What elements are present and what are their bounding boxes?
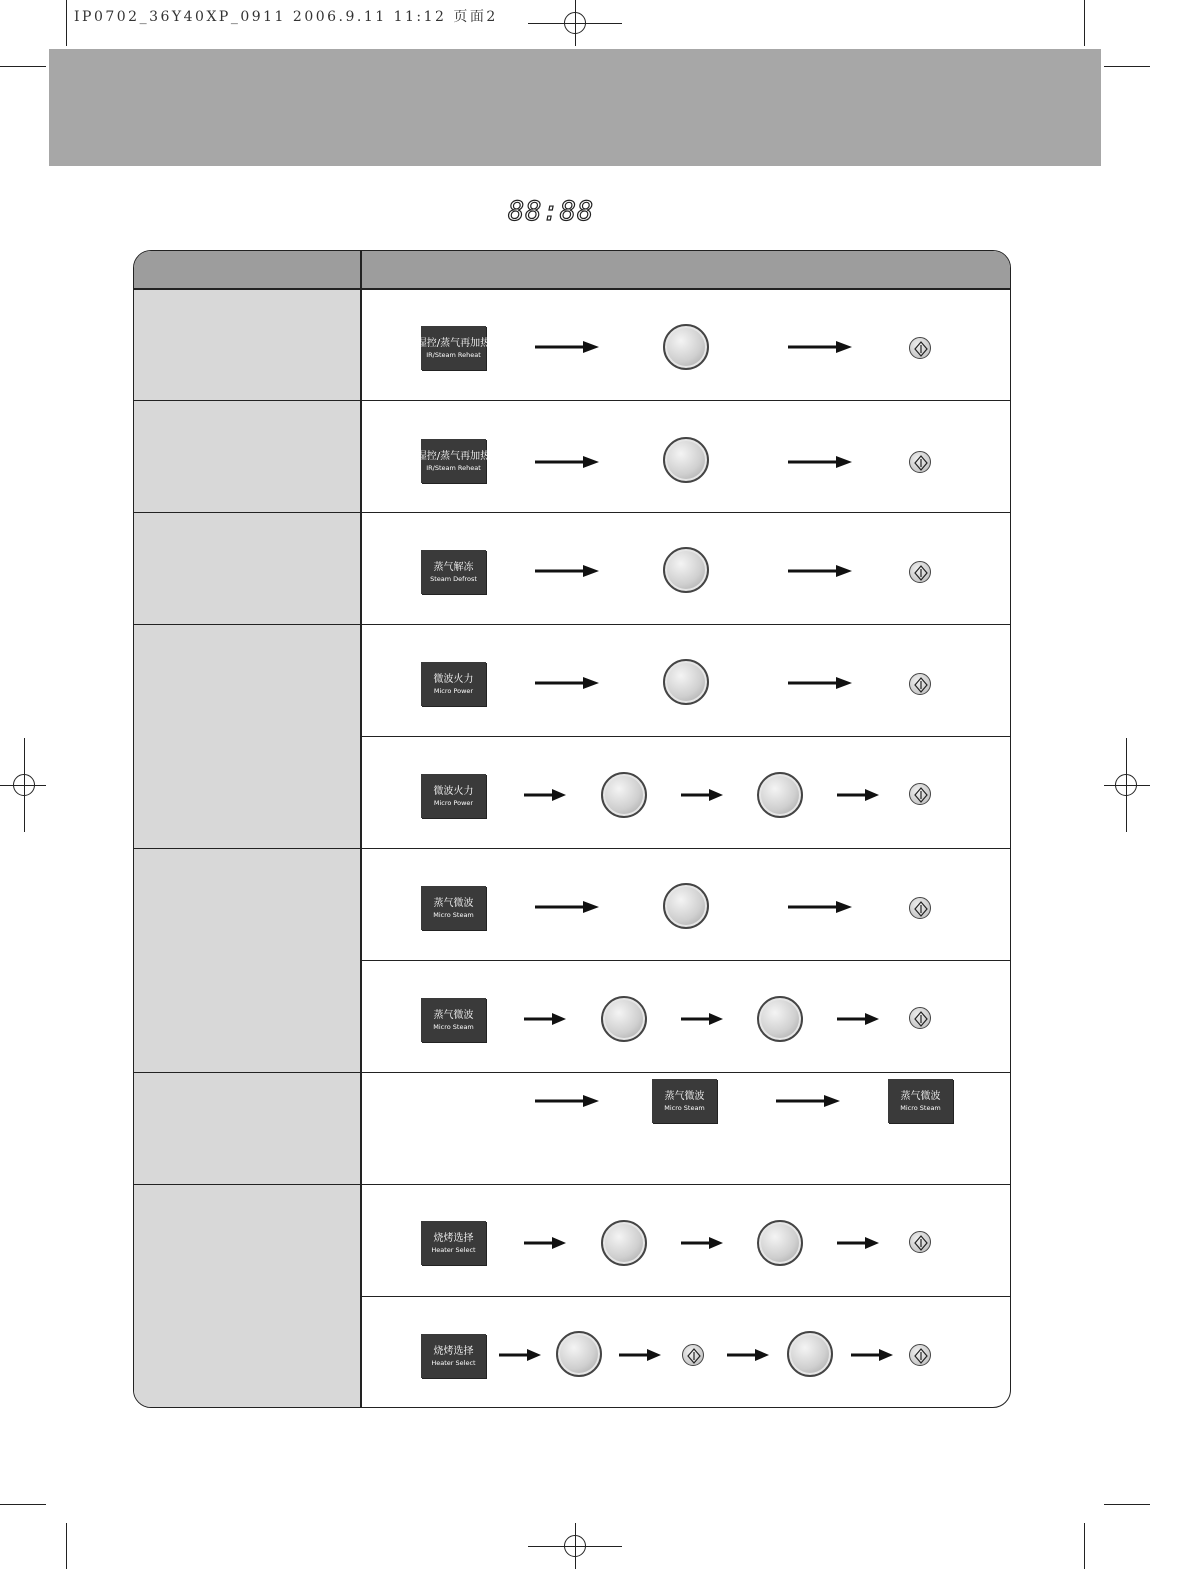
crop-mark	[1104, 66, 1150, 67]
dial-knob-icon	[601, 996, 647, 1042]
dial-knob-icon	[757, 996, 803, 1042]
dial-knob-icon	[787, 1331, 833, 1377]
instruction-table	[133, 250, 1011, 1408]
button-label-zh: 蒸气微波	[433, 897, 474, 909]
ir-steam-reheat-button	[416, 439, 491, 483]
row-divider	[134, 1184, 1010, 1185]
button-label-en: Micro Steam	[900, 1103, 941, 1112]
crop-mark	[66, 1523, 67, 1569]
right-arrow-icon	[837, 1237, 879, 1249]
button-label-zh: 蒸气解冻	[433, 561, 474, 573]
dial-knob-icon	[663, 437, 709, 483]
row-divider	[360, 1296, 1010, 1297]
registration-mark	[564, 12, 586, 34]
ir-steam-reheat-button	[416, 326, 491, 370]
right-arrow-icon	[788, 565, 852, 577]
right-arrow-icon	[535, 456, 599, 468]
button-label-zh: 湿控/蒸气再加热	[416, 337, 491, 349]
right-arrow-icon	[681, 789, 723, 801]
button-label-en: Heater Select	[431, 1245, 476, 1254]
header-band	[49, 49, 1101, 166]
steam-defrost-button	[421, 550, 486, 594]
crop-mark	[0, 66, 46, 67]
micro-power-button	[421, 774, 486, 818]
micro-steam-button	[421, 998, 486, 1042]
crop-mark	[66, 0, 67, 46]
table-header-right	[360, 251, 1010, 289]
right-arrow-icon	[535, 341, 599, 353]
right-arrow-icon	[524, 1237, 566, 1249]
row-divider	[134, 512, 1010, 513]
button-label-zh: 湿控/蒸气再加热	[416, 450, 491, 462]
registration-mark	[13, 774, 35, 796]
dial-knob-icon	[601, 1220, 647, 1266]
row-divider	[360, 960, 1010, 961]
dial-knob-icon	[757, 1220, 803, 1266]
header-divider	[134, 288, 1010, 290]
right-arrow-icon	[535, 677, 599, 689]
button-label-en: Micro Steam	[433, 1022, 474, 1031]
crop-mark	[1104, 1504, 1150, 1505]
micro-steam-button	[652, 1079, 717, 1123]
right-arrow-icon	[788, 341, 852, 353]
start-button-icon	[909, 451, 931, 473]
crop-mark	[0, 1504, 46, 1505]
start-button-icon	[909, 1344, 931, 1366]
start-button-icon	[909, 337, 931, 359]
dial-knob-icon	[663, 883, 709, 929]
start-button-icon	[682, 1344, 704, 1366]
dial-knob-icon	[663, 324, 709, 370]
table-header-left	[134, 251, 360, 289]
button-label-zh: 烧烤选择	[433, 1232, 474, 1244]
column-divider	[360, 251, 362, 1407]
right-arrow-icon	[727, 1349, 769, 1361]
right-arrow-icon	[851, 1349, 893, 1361]
button-label-en: Micro Steam	[664, 1103, 705, 1112]
start-button-icon	[909, 897, 931, 919]
row-divider	[134, 1072, 1010, 1073]
start-button-icon	[909, 561, 931, 583]
button-label-zh: 蒸气微波	[664, 1090, 705, 1102]
button-label-zh: 微波火力	[433, 673, 474, 685]
start-button-icon	[909, 783, 931, 805]
right-arrow-icon	[535, 901, 599, 913]
right-arrow-icon	[499, 1349, 541, 1361]
heater-select-button	[421, 1221, 486, 1265]
right-arrow-icon	[535, 1095, 599, 1107]
right-arrow-icon	[681, 1237, 723, 1249]
display-readout: 88:88	[508, 196, 595, 227]
button-label-zh: 蒸气微波	[433, 1009, 474, 1021]
right-arrow-icon	[535, 565, 599, 577]
right-arrow-icon	[776, 1095, 840, 1107]
dial-knob-icon	[757, 772, 803, 818]
dial-knob-icon	[663, 547, 709, 593]
crop-mark	[1084, 1523, 1085, 1569]
start-button-icon	[909, 1231, 931, 1253]
right-arrow-icon	[681, 1013, 723, 1025]
crop-mark	[1084, 0, 1085, 46]
right-arrow-icon	[788, 456, 852, 468]
print-header: IP0702_36Y40XP_0911 2006.9.11 11:12 页面2	[74, 9, 498, 25]
button-label-zh: 烧烤选择	[433, 1345, 474, 1357]
right-arrow-icon	[837, 789, 879, 801]
button-label-en: Micro Power	[433, 686, 474, 695]
right-arrow-icon	[788, 901, 852, 913]
button-label-zh: 蒸气微波	[900, 1090, 941, 1102]
button-label-en: IR/Steam Reheat	[426, 350, 481, 359]
registration-mark	[1115, 774, 1137, 796]
button-label-en: Heater Select	[431, 1358, 476, 1367]
micro-steam-button	[888, 1079, 953, 1123]
heater-select-button	[421, 1334, 486, 1378]
right-arrow-icon	[524, 789, 566, 801]
button-label-zh: 微波火力	[433, 785, 474, 797]
row-divider	[134, 848, 1010, 849]
row-divider	[360, 736, 1010, 737]
row-divider	[134, 400, 1010, 401]
dial-knob-icon	[556, 1331, 602, 1377]
micro-power-button	[421, 662, 486, 706]
micro-steam-button	[421, 886, 486, 930]
button-label-en: Micro Steam	[433, 910, 474, 919]
right-arrow-icon	[788, 677, 852, 689]
dial-knob-icon	[663, 659, 709, 705]
button-label-en: IR/Steam Reheat	[426, 463, 481, 472]
button-label-en: Steam Defrost	[430, 574, 477, 583]
row-divider	[134, 624, 1010, 625]
right-arrow-icon	[524, 1013, 566, 1025]
button-label-en: Micro Power	[433, 798, 474, 807]
start-button-icon	[909, 1007, 931, 1029]
dial-knob-icon	[601, 772, 647, 818]
right-arrow-icon	[619, 1349, 661, 1361]
start-button-icon	[909, 673, 931, 695]
right-arrow-icon	[837, 1013, 879, 1025]
registration-mark	[564, 1535, 586, 1557]
